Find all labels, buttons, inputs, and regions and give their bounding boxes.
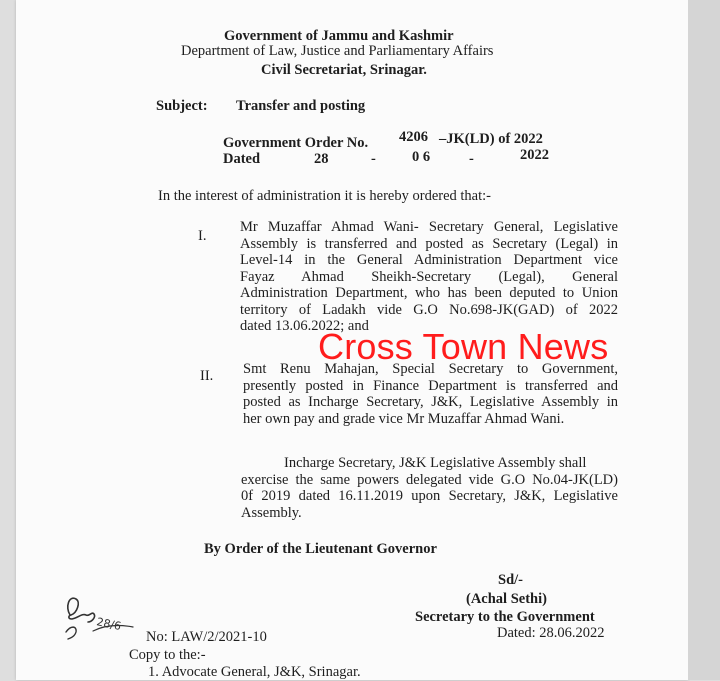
- dated-separator-2: -: [469, 151, 474, 167]
- paragraph-line: presently posted in Finance Department is transferred and: [243, 377, 618, 394]
- copy-to-label: Copy to the:-: [129, 647, 206, 663]
- handwritten-initials-text: 28/6: [95, 615, 123, 634]
- dated-month: 0 6: [412, 149, 431, 165]
- signature-name: (Achal Sethi): [466, 591, 547, 607]
- watermark-text: Cross Town News: [318, 326, 609, 367]
- order-suffix: –JK(LD) of 2022: [439, 131, 543, 147]
- paragraph-line: Level-14 in the General Administration Department vice: [240, 252, 618, 268]
- paragraph-line: territory of Ladakh vide G.O No.698-JK(GAD) of 2022: [240, 301, 618, 318]
- copy-list-item: 1. Advocate General, J&K, Srinagar.: [148, 664, 361, 680]
- note-paragraph: [241, 455, 618, 521]
- paragraph-line: dated 13.06.2022; and: [240, 318, 369, 334]
- paragraph-line: posted as Incharge Secretary, J&K, Legislative Assembly in: [243, 394, 618, 410]
- header-government: Government of Jammu and Kashmir: [224, 28, 454, 44]
- dated-separator-1: -: [371, 151, 376, 167]
- header-department: Department of Law, Justice and Parliamentary Affairs: [181, 43, 494, 59]
- item-numeral: I.: [198, 228, 207, 244]
- order-number: 4206: [399, 129, 428, 145]
- item-paragraph: [240, 219, 618, 335]
- order-label: Government Order No.: [223, 135, 369, 151]
- paragraph-line: Assembly is transferred and posted as Secretary (Legal) in: [240, 235, 618, 252]
- signature-sd: Sd/-: [498, 572, 523, 588]
- subject-label: Subject:: [156, 98, 208, 114]
- subject-text: Transfer and posting: [236, 98, 366, 114]
- paragraph-line: 0f 2019 dated 16.11.2019 upon Secretary, J&K, Legislative: [241, 488, 618, 504]
- paragraph-line: Incharge Secretary, J&K Legislative Assembly shall: [284, 455, 587, 471]
- by-order-line: By Order of the Lieutenant Governor: [204, 541, 437, 557]
- paragraph-line: Administration Department, who has been deputed to Union: [240, 285, 618, 301]
- page-edge-strip: [688, 0, 720, 680]
- reference-number: No: LAW/2/2021-10: [146, 629, 267, 645]
- dated-year: 2022: [520, 147, 549, 163]
- intro-text: In the interest of administration it is hereby ordered that:-: [158, 188, 491, 204]
- item-numeral: II.: [200, 368, 214, 384]
- header-secretariat: Civil Secretariat, Srinagar.: [261, 62, 427, 78]
- handwritten-initials-drawing: [62, 585, 142, 645]
- paragraph-line: Assembly.: [241, 504, 302, 521]
- paragraph-line: Mr Muzaffar Ahmad Wani- Secretary General, Legislative: [240, 219, 618, 235]
- dated-label: Dated: [223, 151, 261, 167]
- item-paragraph: [243, 361, 618, 427]
- paragraph-line: Smt Renu Mahajan, Special Secretary to Government,: [243, 361, 618, 377]
- paragraph-line: exercise the same powers delegated vide G.O No.04-JK(LD): [241, 471, 618, 488]
- signature-dated: Dated: 28.06.2022: [497, 625, 605, 641]
- paragraph-line: Fayaz Ahmad Sheikh-Secretary (Legal), General: [240, 268, 618, 285]
- paragraph-line: her own pay and grade vice Mr Muzaffar Ahmad Wani.: [243, 410, 565, 427]
- dated-day: 28: [314, 151, 329, 167]
- signature-designation: Secretary to the Government: [415, 609, 595, 625]
